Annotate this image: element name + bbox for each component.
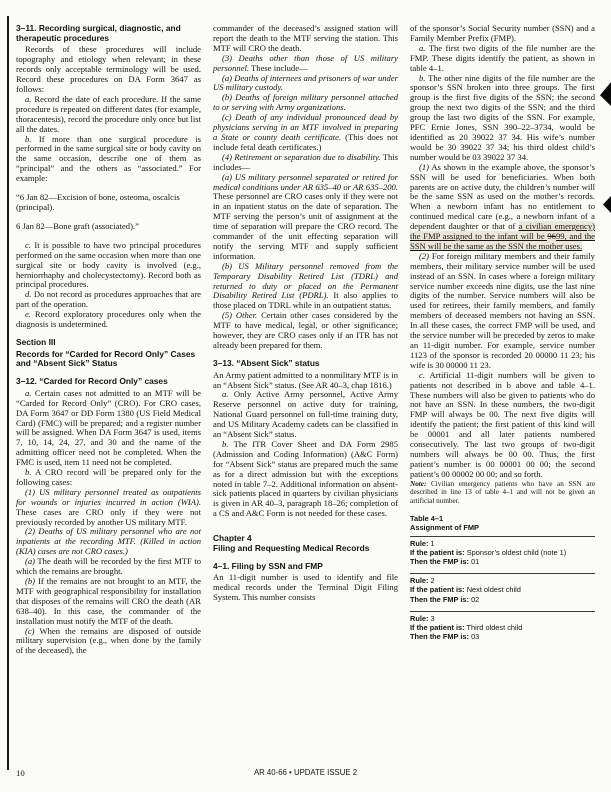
- table-row: [410, 536, 595, 571]
- changed-text: , and the SSN will be the same as the SSN the mother uses.: [410, 231, 595, 251]
- column-2: [213, 24, 398, 656]
- item-text: The other nine digits of the file number are the sponsor’s SSN broken into three groups. The first group is the first five digits of the SSN; the second group the next two digits of the SSN; and the third group the last two digits of the SSN. For example, PFC Ernie Jones, SSN 390–22–3734, would be identified as 20 39022 37 34. His wife’s number would be 30 39022 37 34; his third oldest child’s number would be 03 39022 37 34.: [410, 72, 595, 162]
- para-3-12-b2b: [16, 577, 201, 627]
- para-4-1-a: [410, 44, 595, 74]
- para-3-13-a: [213, 390, 398, 440]
- item-text: These personnel are CRO cases only if they were not in an inpatient status on the date of separation. The MTF serving the person’s unit of assignment at the time of separation will prepare the CRO record. The commander of the unit effecting separation will notify the serving MTF and supply sufficient information.: [213, 191, 398, 261]
- item-text: These cases are CRO only if they were not previously recorded by another US military MTF.: [16, 506, 201, 527]
- para-3-12-b2a: [16, 557, 201, 577]
- rule-value: 2: [430, 576, 435, 586]
- para-3-11-intro: Records of these procedures will include topography and etiology when relevant; in these records only acceptable terminology will be used. Record these procedures on DA Form 3647 as follows:: [16, 44, 201, 95]
- rule-line: [410, 614, 595, 623]
- item-label: (1): [419, 161, 430, 172]
- rule-line: [410, 539, 595, 548]
- patient-label: If the patient is:: [410, 585, 465, 595]
- note-label: Note:: [410, 479, 427, 488]
- note-text: Civilian emergency patients who have an SSN are described in line 13 of table 4–1 and will not be given an artificial number.: [410, 479, 596, 505]
- item-text: Certain cases not admitted to an MTF will be “Carded for Record Only” (CRO). For CRO cases, DA Form 3647 or DD Form 1380 (US Field Medical Card) (FMC) will be prepared; and a register number will be assigned. When DA Form 3647 is used, items 7, 10, 14, 24, 27, and 30 and the name of the admitting officer need not be completed. When the FMC is used, item 11 need not be completed.: [16, 387, 201, 468]
- para-3-12-b2: (2) Deaths of US military personnel who are not inpatients at the recording MTF. (Killed in action (KIA) cases are not CRO cases.): [16, 526, 201, 557]
- rule-label: Rule:: [410, 538, 429, 548]
- para-3-12-b4b: [213, 262, 398, 312]
- item-label: d.: [25, 289, 32, 300]
- table-row: [410, 611, 595, 646]
- para-3-12-b2c: [16, 627, 201, 657]
- rule-value: 3: [430, 613, 435, 623]
- item-text: Certain other cases considered by the MTF to have medical, legal, or other significance; however, they are CRO cases only if an ITR has not already been prepared for them.: [213, 310, 398, 350]
- item-text: If the remains are not brought to an MTF, the MTF with geographical responsibility for installation that disposes of the remains will CRO the death (AR 638–40). In this case, the commander of the installation must notify the MTF of the death.: [16, 576, 201, 626]
- rule-label: Rule:: [410, 613, 429, 623]
- item-text: This includes—: [213, 151, 399, 172]
- item-label: b.: [25, 467, 32, 478]
- section-3-title: Records for “Carded for Record Only” Cases and “Absent Sick” Status: [16, 348, 196, 369]
- heading-3-11: 3–11. Recording surgical, diagnostic, and therapeutic procedures: [16, 23, 181, 43]
- fmp-label: Then the FMP is:: [410, 632, 469, 642]
- patient-label: If the patient is:: [410, 623, 465, 633]
- para-continuation: commander of the deceased’s assigned station will report the death to the MTF serving the station. This MTF will CRO the death.: [213, 23, 398, 53]
- binding-mark-top: [600, 82, 611, 106]
- footer-doc-id: AR 40-66 • UPDATE ISSUE 2: [253, 768, 358, 778]
- para-3-12-b1: [16, 488, 201, 528]
- fmp-value: 03: [471, 632, 480, 642]
- heading-3-12: 3–12. “Carded for Record Only” cases: [16, 376, 168, 387]
- item-label: (a) US military personnel separated or retired for medical conditions under AR 635–40 or AR 635–200.: [213, 171, 398, 192]
- item-label: (b): [25, 576, 36, 586]
- patient-line: [410, 623, 595, 632]
- table-4-1-subtitle: Assignment of FMP: [410, 523, 479, 533]
- para-3-12-b3c: [213, 113, 398, 153]
- para-3-11-a: [16, 95, 201, 135]
- para-3-12-b: [16, 468, 201, 488]
- item-label: (5) Other.: [222, 310, 258, 321]
- patient-value: Third oldest child: [466, 623, 523, 633]
- item-label: a.: [25, 93, 32, 104]
- deleted-text: 96: [547, 231, 556, 242]
- item-text: It is possible to have two principal procedures performed on the same occasion when more than one surgical site or body cavity is involved (e.g., herniorrhaphy and cholecystectomy). Record both as principal procedures.: [16, 239, 201, 290]
- item-text: It also applies to those placed on TDRL while in an outpatient status.: [213, 290, 398, 311]
- patient-label: If the patient is:: [410, 547, 465, 557]
- para-4-1-c: [410, 371, 595, 480]
- para-3-12-b4a: [213, 173, 398, 262]
- para-4-1-b1: [410, 163, 595, 252]
- para-3-12-b3: [213, 54, 398, 74]
- example-quote-2: 6 Jan 82—Bone graft (associated).”: [16, 220, 139, 231]
- item-text: For foreign military members and their family members, their military service number will be used instead of an SSN. In cases where a foreign military service number exceeds nine digits, use the last nine digits of the number. Service numbers will also be used for retirees, their family members, and family members of deceased members not having an SSN. In all these cases, the correct FMP will be used, and the service number will be preceded by zeros to make an 11-digit number. For example, service number 1123 of the sponsor is recorded 20 00000 11 23; his wife is 30 00000 11 23.: [410, 250, 595, 370]
- para-4-1-b2: [410, 252, 595, 371]
- column-1: [16, 24, 201, 656]
- item-text: Only Active Army personnel, Active Army Reserve personnel on active duty for training, National Guard personnel on full-time training duty, and US Military Academy cadets can be classified in an “Absent Sick” status.: [213, 389, 398, 440]
- table-4-1-title: Table 4–1: [410, 514, 444, 524]
- para-3-11-b: [16, 135, 201, 185]
- para-3-12-b4: [213, 153, 398, 173]
- item-label: (1) US military personnel treated as outpatients for wounds or injuries incurred in action (WIA).: [16, 486, 201, 507]
- table-row: [410, 573, 595, 608]
- binding-mark-lower: [603, 196, 611, 213]
- para-3-13-intro: An Army patient admitted to a nonmilitary MTF is in an “Absent Sick” status. (See AR 40–3, chap 1816.): [213, 369, 398, 390]
- rule-label: Rule:: [410, 576, 429, 586]
- item-label: (2): [419, 250, 430, 261]
- page-edge-line: [7, 16, 9, 770]
- item-label: e.: [25, 309, 31, 320]
- fmp-value: 01: [471, 557, 480, 566]
- rule-value: 1: [430, 538, 435, 548]
- item-label: (c) Death of any individual pronounced dead by physicians serving in an MTF involved in preparing a State or county death certificate.: [213, 112, 398, 142]
- text-columns: [16, 24, 596, 656]
- item-label: (c): [25, 625, 35, 636]
- item-text: The death will be recorded by the first MTF to which the remains are brought.: [16, 556, 202, 577]
- item-text: As shown in the example above, the sponsor’s SSN will be used for beneficiaries. When both parents are on active duty, the children’s number will be the same SSN as used on the mother’s records. When a newborn infant has no entitlement to continued medical care (e.g., a newborn infant of a dependent daughter or that of: [410, 161, 595, 232]
- para-3-12-b3b: (b) Deaths of foreign military personnel attached to or serving with Army organizations.: [213, 92, 398, 113]
- item-text: (This does not include fetal death certificates.): [213, 131, 398, 152]
- item-label: a.: [222, 389, 229, 400]
- item-label: (3) Deaths other than those of US military personnel.: [213, 52, 398, 73]
- item-label: a.: [419, 42, 426, 53]
- para-4-1-intro: An 11-digit number is used to identify and file medical records under the Terminal Digit Filing System. This number consists: [213, 572, 398, 603]
- fmp-label: Then the FMP is:: [410, 557, 469, 566]
- heading-3-13: 3–13. “Absent Sick” status: [213, 357, 320, 368]
- item-text: If more than one surgical procedure is performed in the same surgical site or body cavity on the same occasion, describe one of them as “principal” and the others as “associated.” For example:: [16, 133, 201, 184]
- table-4-1: [410, 514, 595, 645]
- chapter-4-label: Chapter 4: [213, 533, 252, 544]
- item-text: The ITR Cover Sheet and DA Form 2985 (Admission and Coding Information) (A&C Form) for “Absent Sick” status are prepared much the same as for a direct admission but with the exceptions noted in table 7–2. Additional information on absent-sick patients placed in quarters by civilian physicians is given in AR 40–3, paragraph 18–26; completion of a CS and A&C Form is not needed for these cases.: [213, 438, 398, 519]
- item-text: When the remains are disposed of outside military supervision (e.g., when done by the family of the deceased), the: [16, 625, 201, 656]
- chapter-4-title: Filing and Requesting Medical Records: [213, 542, 370, 553]
- item-label: (a): [25, 556, 36, 567]
- item-label: b.: [419, 72, 426, 83]
- fmp-line: [410, 595, 595, 604]
- para-3-13-b: [213, 440, 398, 519]
- item-text: The first two digits of the file number are the FMP. These digits identify the patient, as shown in table 4–1.: [410, 42, 595, 73]
- para-3-11-e: [16, 310, 201, 330]
- item-label: b.: [222, 438, 229, 449]
- para-3-12-b5: [213, 311, 398, 351]
- column-3: [410, 24, 595, 656]
- rule-line: [410, 576, 595, 585]
- para-3-12-a: [16, 389, 201, 468]
- para-3-11-d: [16, 290, 201, 310]
- patient-value: Next oldest child: [466, 585, 521, 595]
- fmp-line: [410, 632, 595, 641]
- changed-text: a civilian emergency) the FMP assigned to the infant will be: [410, 221, 596, 242]
- page-number: 10: [16, 768, 25, 779]
- item-label: c.: [419, 369, 425, 380]
- para-3-11-c: [16, 241, 201, 291]
- item-label: c.: [25, 239, 31, 250]
- footnote: [410, 480, 595, 506]
- fmp-label: Then the FMP is:: [410, 594, 469, 604]
- fmp-line: [410, 557, 595, 566]
- section-3-label: Section III: [16, 336, 56, 347]
- fmp-value: 02: [471, 594, 480, 604]
- patient-line: [410, 585, 595, 594]
- item-text: A CRO record will be prepared only for the following cases:: [16, 467, 201, 487]
- item-label: a.: [25, 387, 32, 398]
- inserted-text: 99: [555, 231, 565, 242]
- heading-4-1: 4–1. Filing by SSN and FMP: [213, 560, 323, 571]
- item-text: Artificial 11-digit numbers will be given to patients not described in b above and table 4–1. These numbers will also be given to patients who do not have an SSN. In these numbers, the two-digit FMP will always be 00. The next five digits will identify the patient; the first patient of this kind will be 00001 and all later patients numbered consecutively. The last two groups of two-digit numbers will always be 00 00. Thus, the first patient’s number is 00 00001 00 00; the second patient’s 00 00002 00 00; and so forth.: [410, 369, 595, 479]
- item-text: These include—: [251, 62, 308, 73]
- patient-line: [410, 548, 595, 557]
- example-quote-1: “6 Jan 82—Excision of bone, osteoma, oscalcis (principal).: [16, 192, 180, 212]
- para-4-1-b: [410, 74, 595, 163]
- item-label: (b) US Military personnel removed from the Temporary Disability Retired List (TDRL) and returned to duty or placed on the Permanent Disability Retired List (PDRL).: [213, 260, 398, 301]
- item-text: Record the date of each procedure. If the same procedure is repeated on different dates (for example, thoracentesis), record the procedure only once but list all the dates.: [16, 93, 201, 134]
- item-label: (4) Retirement or separation due to disability.: [222, 151, 381, 162]
- item-label: b.: [25, 133, 32, 144]
- item-text: Record exploratory procedures only when the diagnosis is undetermined.: [16, 309, 201, 330]
- patient-value: Sponsor’s oldest child (note 1): [466, 547, 567, 557]
- item-text: Do not record as procedures approaches that are part of the operation.: [16, 289, 201, 310]
- para-continuation: of the sponsor’s Social Security number (SSN) and a Family Member Prefix (FMP).: [410, 23, 595, 43]
- para-3-12-b3a: (a) Deaths of internees and prisoners of war under US military custody.: [213, 72, 398, 93]
